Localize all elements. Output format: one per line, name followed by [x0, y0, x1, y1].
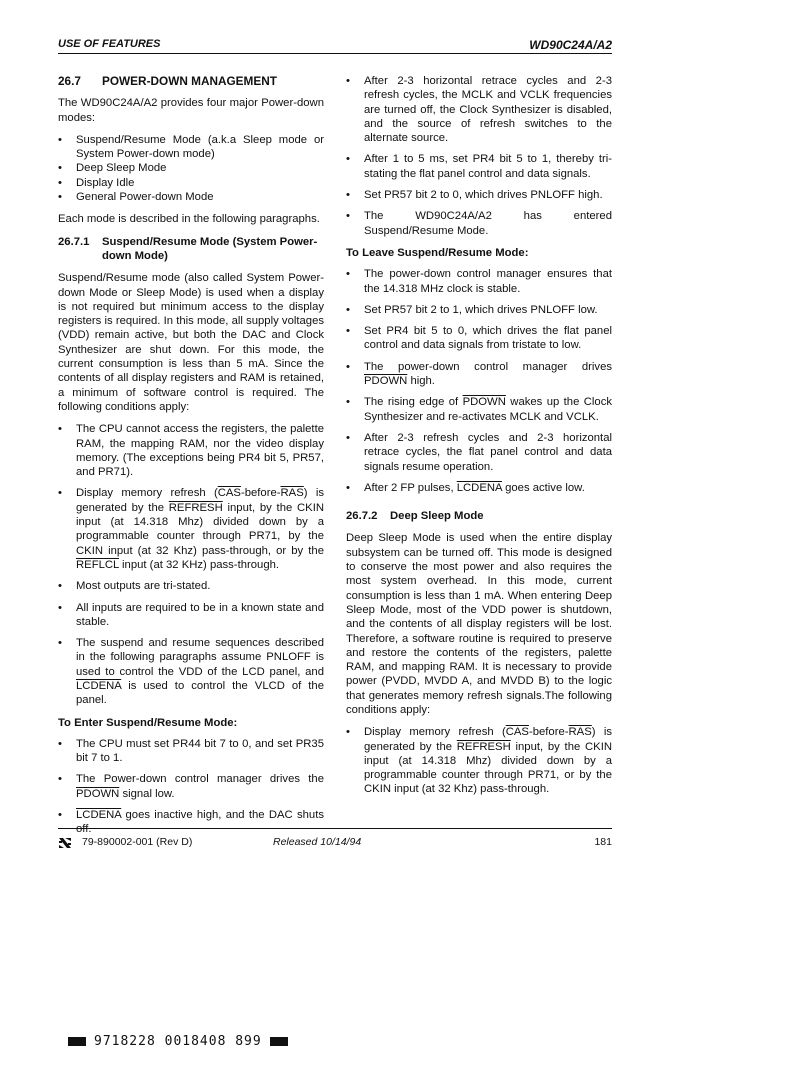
subsection-heading-deep-sleep	[346, 509, 612, 523]
barcode-block-right	[270, 1037, 288, 1046]
condition-item: • All inputs are required to be in a known state and stable.	[58, 601, 324, 630]
page-footer	[58, 835, 612, 851]
leave-step: • Set PR57 bit 2 to 1, which drives PNLOFF low.	[346, 303, 612, 317]
enter-steps-list-continued	[346, 74, 612, 238]
enter-procedure-heading: To Enter Suspend/Resume Mode:	[58, 716, 238, 729]
mode-item: • Display Idle	[58, 176, 324, 190]
enter-step: • The Power-down control manager drives the PDOWN signal low.	[58, 772, 324, 801]
section-heading	[58, 74, 324, 88]
leave-step: • After 2-3 refresh cycles and 2-3 horizontal retrace cycles, the flat panel control and data signals resume operation.	[346, 431, 612, 474]
each-mode-paragraph: Each mode is described in the following paragraphs.	[58, 213, 320, 226]
deep-sleep-paragraph: Deep Sleep Mode is used when the entire display subsystem can be turned off. This mode is designed to conserve the most power and also requires the most system overhead. In this mode, current consumption is less than 1 mA. When entering Deep Sleep Mode, most of the VDD power is shutdown, and the contents of all display registers will be lost. Therefore, a software routine is required to preserve and restore the contents of the registers, palette RAM, and mapping RAM. It is necessary to provide power (PVDD, MVDD A, and MVDD B) to the logic that generates memory refresh signals.The following conditions apply:	[346, 532, 612, 716]
leave-step: • Set PR4 bit 5 to 0, which drives the flat panel control and data signals from tristate to low.	[346, 324, 612, 353]
modes-list	[58, 133, 324, 204]
page-header	[58, 38, 612, 52]
intro-paragraph: The WD90C24A/A2 provides four major Power-down modes:	[58, 97, 324, 124]
barcode-number: 9718228 0018408 899	[94, 1033, 262, 1049]
subsection-title: Suspend/Resume Mode (System Power-down Mode)	[102, 235, 318, 262]
subsection-number: 26.7.1	[58, 235, 90, 248]
enter-step: • The CPU must set PR44 bit 7 to 0, and set PR35 bit 7 to 1.	[58, 737, 324, 766]
header-rule	[58, 53, 612, 54]
suspend-conditions-list	[58, 422, 324, 707]
leave-steps-list	[346, 267, 612, 495]
enter-step: • Set PR57 bit 2 to 0, which drives PNLOFF high.	[346, 188, 612, 202]
header-section-title: USE OF FEATURES	[58, 38, 161, 50]
company-logo-icon	[58, 836, 72, 850]
condition-item: • Display memory refresh $(\overline{CAS}-before-\overline{RAS})$ is generated by the REFRESH input, by the CKIN input (at 14.318 Mhz) divided down by a programmable counter through PR71, or by the CKIN input (at 32 Khz) pass-through.	[346, 725, 612, 796]
condition-item: • Display memory refresh $(\overline{CAS}-before-\overline{RAS})$ is generated by the REFRESH input, by the CKIN input (at 14.318 Mhz) divided down by a programmable counter through PR71, by the CKIN input (at 32 Khz) pass-through, or by the REFLCL input (at 32 KHz) pass-through.	[58, 486, 324, 572]
leave-procedure-heading: To Leave Suspend/Resume Mode:	[346, 246, 529, 259]
right-column	[346, 74, 612, 805]
mode-item: • Suspend/Resume Mode (a.k.a Sleep mode or System Power-down mode)	[58, 133, 324, 162]
footer-rule	[58, 828, 612, 829]
leave-step: • The rising edge of PDOWN wakes up the Clock Synthesizer and re-activates MCLK and VCLK.	[346, 395, 612, 424]
enter-step: • After 1 to 5 ms, set PR4 bit 5 to 1, thereby tri-stating the flat panel control and data signals.	[346, 152, 612, 181]
enter-steps-list	[58, 737, 324, 837]
enter-step: • The WD90C24A/A2 has entered Suspend/Resume Mode.	[346, 209, 612, 238]
condition-item: • The suspend and resume sequences described in the following paragraphs assume PNLOFF is used to control the VDD of the LCD panel, and LCDENA is used to control the VLCD of the panel.	[58, 636, 324, 707]
subsection-title: Deep Sleep Mode	[390, 510, 484, 523]
leave-step: • The power-down control manager ensures that the 14.318 MHz clock is stable.	[346, 267, 612, 296]
deep-sleep-conditions-list	[346, 725, 612, 796]
mode-item: • General Power-down Mode	[58, 190, 324, 204]
mode-item: • Deep Sleep Mode	[58, 161, 324, 175]
section-title: POWER-DOWN MANAGEMENT	[102, 74, 277, 88]
barcode-block-left	[68, 1037, 86, 1046]
condition-item: • The CPU cannot access the registers, the palette RAM, the mapping RAM, nor the video display memory. (The exceptions being PR4 bit 5, PR57, and PR71).	[58, 422, 324, 479]
page-number: 181	[594, 836, 612, 848]
subsection-number: 26.7.2	[346, 510, 378, 523]
enter-step: • After 2-3 horizontal retrace cycles and 2-3 refresh cycles, the MCLK and VCLK frequencies are turned off, the Clock Synthesizer is disabled, and the source of refresh switches to the alternate source.	[346, 74, 612, 145]
header-part-number: WD90C24A/A2	[529, 38, 612, 52]
subsection-heading-suspend	[58, 235, 324, 264]
leave-step: • The power-down control manager drives PDOWN high.	[346, 360, 612, 389]
barcode-strip	[68, 1033, 288, 1049]
left-column	[58, 74, 324, 845]
leave-step: • After 2 FP pulses, LCDENA goes active low.	[346, 481, 612, 495]
condition-item: • Most outputs are tri-stated.	[58, 579, 324, 593]
document-number: 79-890002-001 (Rev D)	[82, 836, 193, 848]
release-date: Released 10/14/94	[273, 836, 362, 848]
enter-step: • LCDENA goes inactive high, and the DAC shuts off.	[58, 808, 324, 837]
section-number: 26.7	[58, 74, 81, 88]
suspend-paragraph: Suspend/Resume mode (also called System Power-down Mode or Sleep Mode) is used when a display is not required but minimum access to the display registers is required. In this mode, all supply voltages (VDD) remain active, but both the DAC and Clock Synthesizer are shut down. For this mode, the current consumption is less than 5 mA. Since the contents of all display registers and RAM is retained, a minimum of software control is required. The following conditions apply:	[58, 272, 324, 413]
